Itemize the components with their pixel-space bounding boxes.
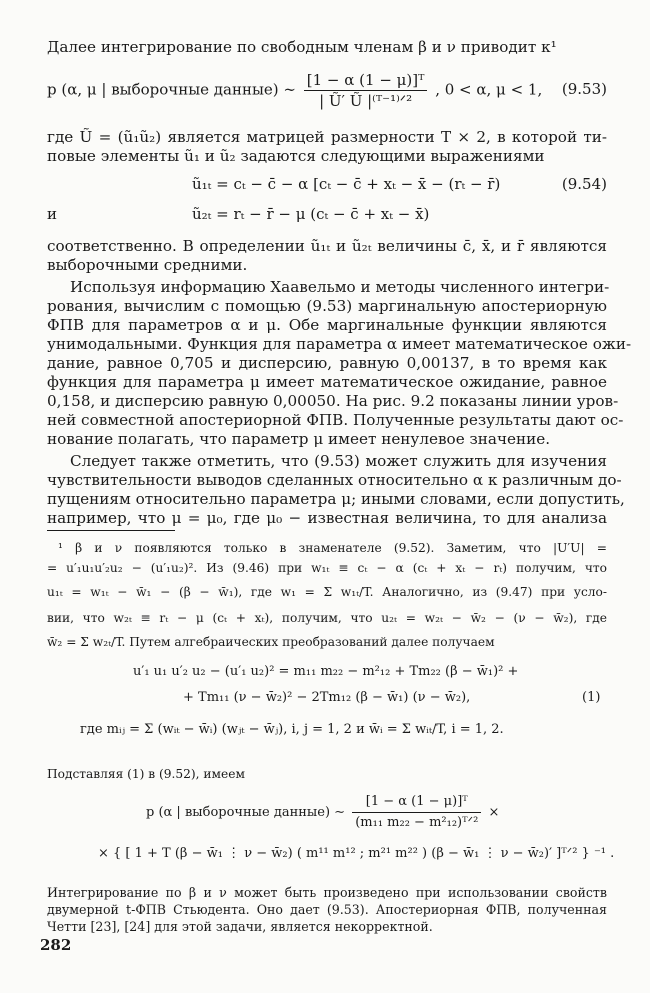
eq-9-53-condition: , 0 < α, μ < 1,: [435, 80, 543, 99]
equation-9-54-b: ũ₂ₜ = rₜ − r̄ − μ (cₜ − c̄ + xₜ − x̄): [192, 205, 430, 223]
footnote-line: u₁ₜ = w₁ₜ − w̄₁ − (β − w̄₁), где w₁ = Σ w₁ₜ/T. Аналогично, из (9.47) при усло-: [47, 585, 607, 599]
paragraph-2-line: рования, вычислим с помощью (9.53) маргинальную апостериорную: [47, 297, 607, 315]
paragraph-2-line: ней совместной апостериорной ФПВ. Полученные результаты дают ос-: [47, 411, 624, 429]
footnote-equation-1-tag: (1): [582, 690, 601, 705]
page-number: 282: [40, 936, 72, 954]
eq-9-53-lhs: p (α, μ | выборочные данные) ∼: [47, 80, 296, 99]
footnote-line: вии, что w₂ₜ ≡ rₜ − μ (cₜ + xₜ), получим, что u₂ₜ = w₂ₜ − w̄₂ − (ν − w̄₂), где: [47, 611, 607, 625]
text-line: где Ũ = (ũ₁ũ₂) является матрицей размерности T × 2, в которой ти-: [47, 128, 607, 146]
footnote-line: Подставляя (1) в (9.52), имеем: [47, 767, 245, 781]
note-line: Четти [23], [24] для этой задачи, является некорректной.: [47, 919, 433, 934]
paragraph-2-line: нование полагать, что параметр μ имеет ненулевое значение.: [47, 430, 551, 448]
paragraph-3-line: чувствительности выводов сделанных относительно α к различным до-: [47, 471, 622, 489]
paragraph-2-line: функция для параметра μ имеет математическое ожидание, равное: [47, 373, 607, 391]
note-line: Интегрирование по β и ν может быть произведено при использовании свойств: [47, 885, 607, 900]
footnote-mij-definition: где mᵢⱼ = Σ (wᵢₜ − w̄ᵢ) (wⱼₜ − w̄ⱼ), i, j = 1, 2 и w̄ᵢ = Σ wᵢₜ/T, i = 1, 2.: [80, 722, 504, 737]
paragraph-2-line: дание, равное 0,705 и дисперсию, равную 0,00137, в то время как: [47, 354, 607, 372]
eq-9-53-tag: (9.53): [561, 80, 607, 98]
footnote-equation-final-b: × { [ 1 + T (β − w̄₁ ⋮ ν − w̄₂) ( m¹¹ m¹² ; m²¹ m²² ) (β − w̄₁ ⋮ ν − w̄₂)′ ]ᵀᐟ² } ⁻¹ .: [98, 846, 615, 861]
equation-9-53: [47, 70, 542, 111]
equation-9-54-a: ũ₁ₜ = cₜ − c̄ − α [cₜ − c̄ + xₜ − x̄ − (rₜ − r̄): [192, 175, 501, 193]
footnote-line: w̄₂ = Σ w₂ₜ/T. Путем алгебраических преобразований далее получаем: [47, 635, 495, 649]
eq-final-fraction: [352, 792, 481, 833]
paragraph-2-line: Используя информацию Хаавельмо и методы численного интегри-: [70, 278, 610, 296]
footnote-equation-1-b: + Tm₁₁ (ν − w̄₂)² − 2Tm₁₂ (β − w̄₁) (ν − w̄₂),: [183, 690, 471, 705]
text-line-intro: Далее интегрирование по свободным членам β и ν приводит к¹: [47, 38, 557, 56]
footnote-separator: [47, 530, 175, 531]
paragraph-3-line: Следует также отметить, что (9.53) может служить для изучения: [70, 452, 607, 470]
paragraph-3-line: например, что μ = μ₀, где μ₀ − известная величина, то для анализа: [47, 509, 607, 527]
eq-final-times: ×: [488, 805, 500, 820]
eq-final-numerator: [1 − α (1 − μ)]ᵀ: [352, 792, 481, 813]
paragraph-3-line: пущениям относительно параметра μ; иными словами, если допустить,: [47, 490, 625, 508]
eq-9-53-denominator: | Ũ′ Ũ |⁽ᵀ⁻¹⁾ᐟ²: [319, 92, 413, 110]
eq-9-54-conjunction: и: [47, 205, 57, 223]
text-line: соответственно. В определении ũ₁ₜ и ũ₂ₜ величины c̄, x̄, и r̄ являются: [47, 237, 607, 255]
footnote-equation-final-a: [146, 792, 499, 833]
paragraph-2-line: ФПВ для параметров α и μ. Обе маргинальные функции являются: [47, 316, 607, 334]
footnote-equation-1-a: u′₁ u₁ u′₂ u₂ − (u′₁ u₂)² = m₁₁ m₂₂ − m²₁₂ + Tm₂₂ (β − w̄₁)² +: [133, 664, 519, 679]
eq-9-54-tag: (9.54): [561, 175, 607, 193]
paragraph-2-line: унимодальными. Функция для параметра α имеет математическое ожи-: [47, 335, 632, 353]
eq-final-denominator: (m₁₁ m₂₂ − m²₁₂)ᵀᐟ²: [355, 815, 479, 830]
eq-final-lhs: p (α | выборочные данные) ∼: [146, 805, 346, 820]
footnote-line: = u′₁u₁u′₂u₂ − (u′₁u₂)². Из (9.46) при w₁ₜ ≡ cₜ − α (cₜ + xₜ − rₜ) получим, что: [47, 561, 607, 575]
footnote-line: ¹ β и ν появляются только в знаменателе (9.52). Заметим, что |U′U| =: [58, 541, 607, 555]
note-line: двумерной t-ФПВ Стьюдента. Оно дает (9.53). Апостериорная ФПВ, полученная: [47, 902, 607, 917]
eq-9-53-fraction: [304, 70, 428, 111]
text-line: выборочными средними.: [47, 256, 248, 274]
text-line: повые элементы ũ₁ и ũ₂ задаются следующими выражениями: [47, 147, 545, 165]
eq-9-53-numerator: [1 − α (1 − μ)]ᵀ: [304, 70, 428, 91]
paragraph-2-line: 0,158, и дисперсию равную 0,00050. На рис. 9.2 показаны линии уров-: [47, 392, 619, 410]
